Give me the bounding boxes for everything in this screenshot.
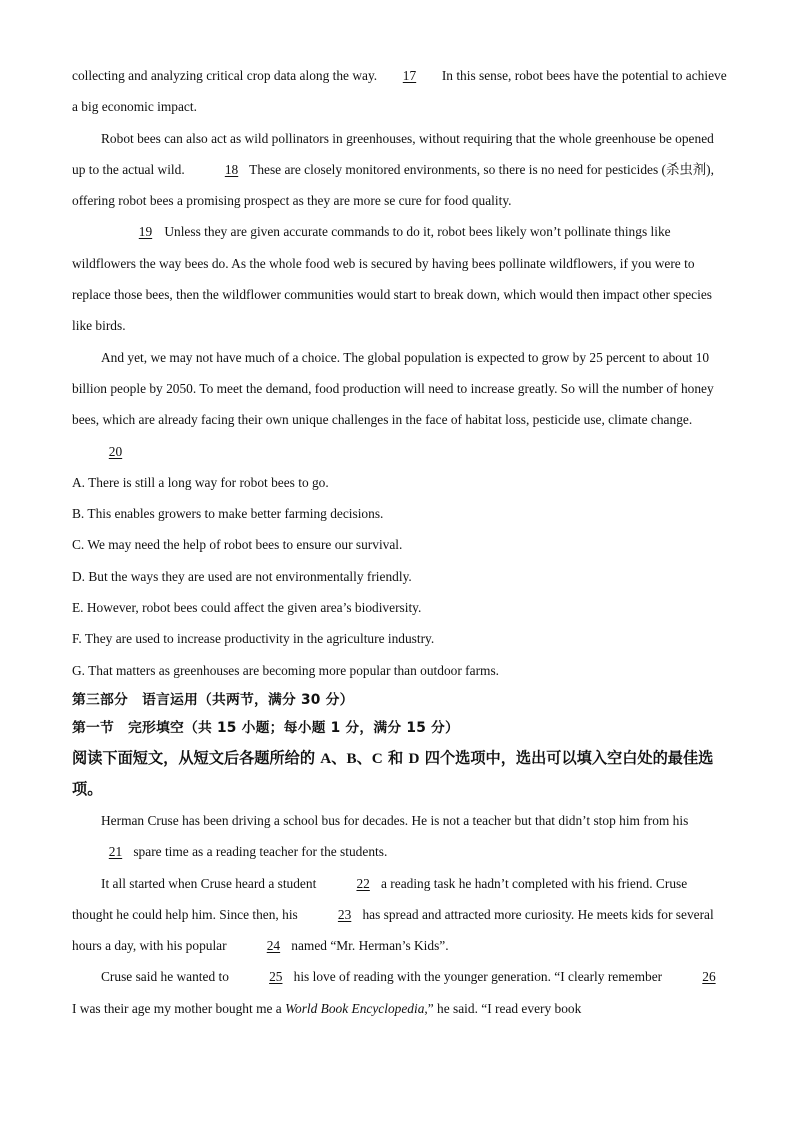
option-f: F. They are used to increase productivity in the agriculture industry. [72,631,435,647]
blank-18[interactable]: 18 [224,161,239,177]
section-title: 第一节 完形填空（共 15 小题；每小题 1 分，满分 15 分） [72,720,460,737]
paragraph: Herman Cruse has been driving a school bus for decades. He is not a teacher but that didn’t stop him from his 21 spare time as a reading teacher for the students. [72,805,728,868]
blank-26[interactable]: 26 [702,969,716,985]
option-g: G. That matters as greenhouses are becoming more popular than outdoor farms. [72,662,500,678]
option-c: C. We may need the help of robot bees to ensure our survival. [72,537,403,553]
option-a: A. There is still a long way for robot bees to go. [72,474,329,490]
book-title: World Book Encyclopedia [285,1000,425,1016]
blank-21[interactable]: 21 [108,844,123,860]
paragraph: collecting and analyzing critical crop data along the way. 17 In this sense, robot bees have the potential to achieve a big economic impact. [72,60,728,123]
paragraph: It all started when Cruse heard a student 22 a reading task he hadn’t completed with his friend. Cruse thought he could help him. Since then, his 23 has spread and attracted more curiosity. He meets kids for several hours a day, with his popular 24 named “Mr. Herman’s Kids”. [72,868,728,962]
paragraph: And yet, we may not have much of a choice. The global population is expected to grow by 25 percent to about 10 billion people by 2050. To meet the demand, food production will need to increase greatly. So will the number of honey bees, which are already facing their own unique challenges in the face of habitat loss, pesticide use, climate change. 20 [72,342,728,467]
paragraph: 19 Unless they are given accurate commands to do it, robot bees likely won’t pollinate things like wildflowers the way bees do. As the whole food web is secured by having bees pollinate wildflowers, if you were to replace those bees, then the wildflower communities would start to break down, which would then impact other species like birds. [72,216,728,341]
blank-24[interactable]: 24 [266,938,281,954]
blank-19[interactable]: 19 [138,224,153,240]
option-b: B. This enables growers to make better farming decisions. [72,506,384,522]
blank-17[interactable]: 17 [402,68,417,83]
blank-23[interactable]: 23 [337,906,352,922]
paragraph: Cruse said he wanted to 25 his love of reading with the younger generation. “I clearly remember 26 I was their age my mother bought me a World Book Encyclopedia,” he said. “I read every book [72,961,728,1024]
blank-20[interactable]: 20 [108,443,123,459]
blank-22[interactable]: 22 [356,875,370,891]
blank-25[interactable]: 25 [269,969,283,985]
instruction: 阅读下面短文，从短文后各题所给的 A、B、C 和 D 四个选项中，选出可以填入空白处的最佳选项。 [72,748,714,798]
paragraph: Robot bees can also act as wild pollinators in greenhouses, without requiring that the whole greenhouse be opened up to the actual wild. 18 These are closely monitored environments, so there is no need for pesticides (杀虫剂), offering robot bees a promising prospect as they are more se cure for food quality. [72,130,714,209]
document-page [72,60,728,1024]
part-title: 第三部分 语言运用（共两节，满分 30 分） [72,691,354,708]
option-e: E. However, robot bees could affect the given area’s biodiversity. [72,600,422,616]
option-d: D. But the ways they are used are not environmentally friendly. [72,568,412,584]
